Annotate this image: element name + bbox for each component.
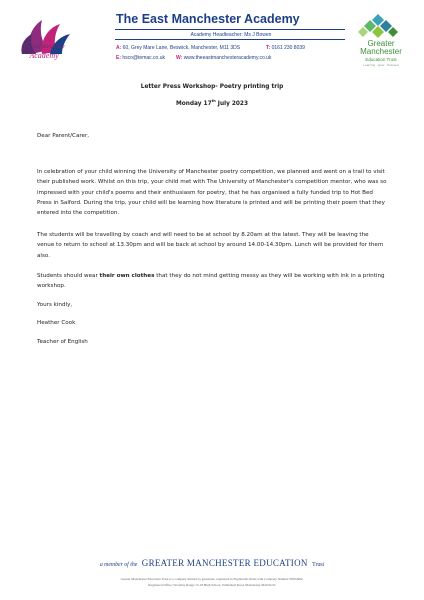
signoff: Yours kindly, — [37, 302, 73, 308]
clothing-before: Students should wear — [37, 273, 100, 279]
trust-logo-icon — [358, 14, 398, 40]
footer-company-info: Greater Manchester Education Trust is a company limited by guarantee, registered in England & Wales with Company Number 09502962. — [120, 577, 304, 581]
footer-membership — [0, 553, 424, 571]
title-divider — [115, 29, 345, 30]
email-key: E: — [116, 55, 121, 61]
academy-logo-line1: The East Manchester — [22, 45, 66, 50]
email-value[interactable]: hsco@temac.co.uk — [122, 55, 165, 61]
date-suffix: th — [211, 99, 216, 103]
date-rest: July 2023 — [215, 100, 249, 107]
phone-key: T: — [266, 45, 271, 51]
academy-title: The East Manchester Academy — [116, 12, 300, 26]
headteacher-divider — [115, 39, 345, 40]
phone-value: 0161 230 8039 — [271, 45, 305, 51]
academy-logo-text — [6, 45, 82, 60]
trust-logo-line2: Manchester — [360, 47, 402, 57]
web-value[interactable]: www.theeastmanchesteracademy.co.uk — [183, 55, 272, 61]
paragraph-celebration: In celebration of your child winning the University of Manchester poetry competition, we planned and went on a trail to visit their published work. Whilst on this trip, your child met with The University of Manchester's competition mentor, who was so impressed with your child's poems and their enthusiasm for poetry, that he has organised a fully funded trip to Hot Bed Press in Salford. During the trip, your child will be learning how literature is printed and will be printing their poem that they entered into the competition. — [37, 169, 387, 217]
footer-member-prefix: a member of the — [99, 562, 138, 568]
paragraph-travel: The students will be travelling by coach and will need to be at school by 8.20am at the latest. They will be leaving the venue to return to school at 13.30pm and will be back at school by around 14.00-14.30pm. Lunch will be provided for them also. — [37, 232, 384, 259]
address-key: A: — [116, 45, 122, 51]
date-day: Monday 17 — [175, 100, 212, 107]
letter-date — [37, 99, 387, 107]
signature-role: Teacher of English — [37, 339, 88, 345]
footer-member-suffix: Trust — [312, 562, 325, 568]
footer-member-org: GREATER MANCHESTER EDUCATION — [141, 558, 308, 568]
trust-logo-line4: Learning · grow · Succeed — [363, 62, 399, 67]
address-value: 60, Grey Mare Lane, Beswick, Manchester, M11 3DS — [122, 45, 241, 51]
trust-logo-line1: Greater — [367, 39, 395, 48]
footer-registered-office: Registered Office: Woodley Range 15-18 High School, Willenhall Road, Manchester M40 6GW — [148, 583, 276, 587]
salutation: Dear Parent/Carer, — [37, 133, 90, 139]
clothing-bold: their own clothes — [99, 273, 155, 279]
headteacher-line: Academy Headteacher: Ms J Bowen — [190, 32, 272, 38]
trust-logo-text — [346, 40, 416, 67]
letter-heading: Letter Press Workshop- Poetry printing trip — [140, 84, 284, 90]
academy-logo-line2: Academy — [29, 50, 59, 60]
signature-name: Heather Cook — [37, 320, 76, 326]
trust-logo-line3: Education Trust — [365, 56, 397, 62]
paragraph-clothing — [37, 271, 387, 292]
web-key: W: — [176, 55, 183, 61]
clothing-after: that they do not mind getting messy as they will be working with ink in a printing workshop. — [37, 273, 385, 290]
